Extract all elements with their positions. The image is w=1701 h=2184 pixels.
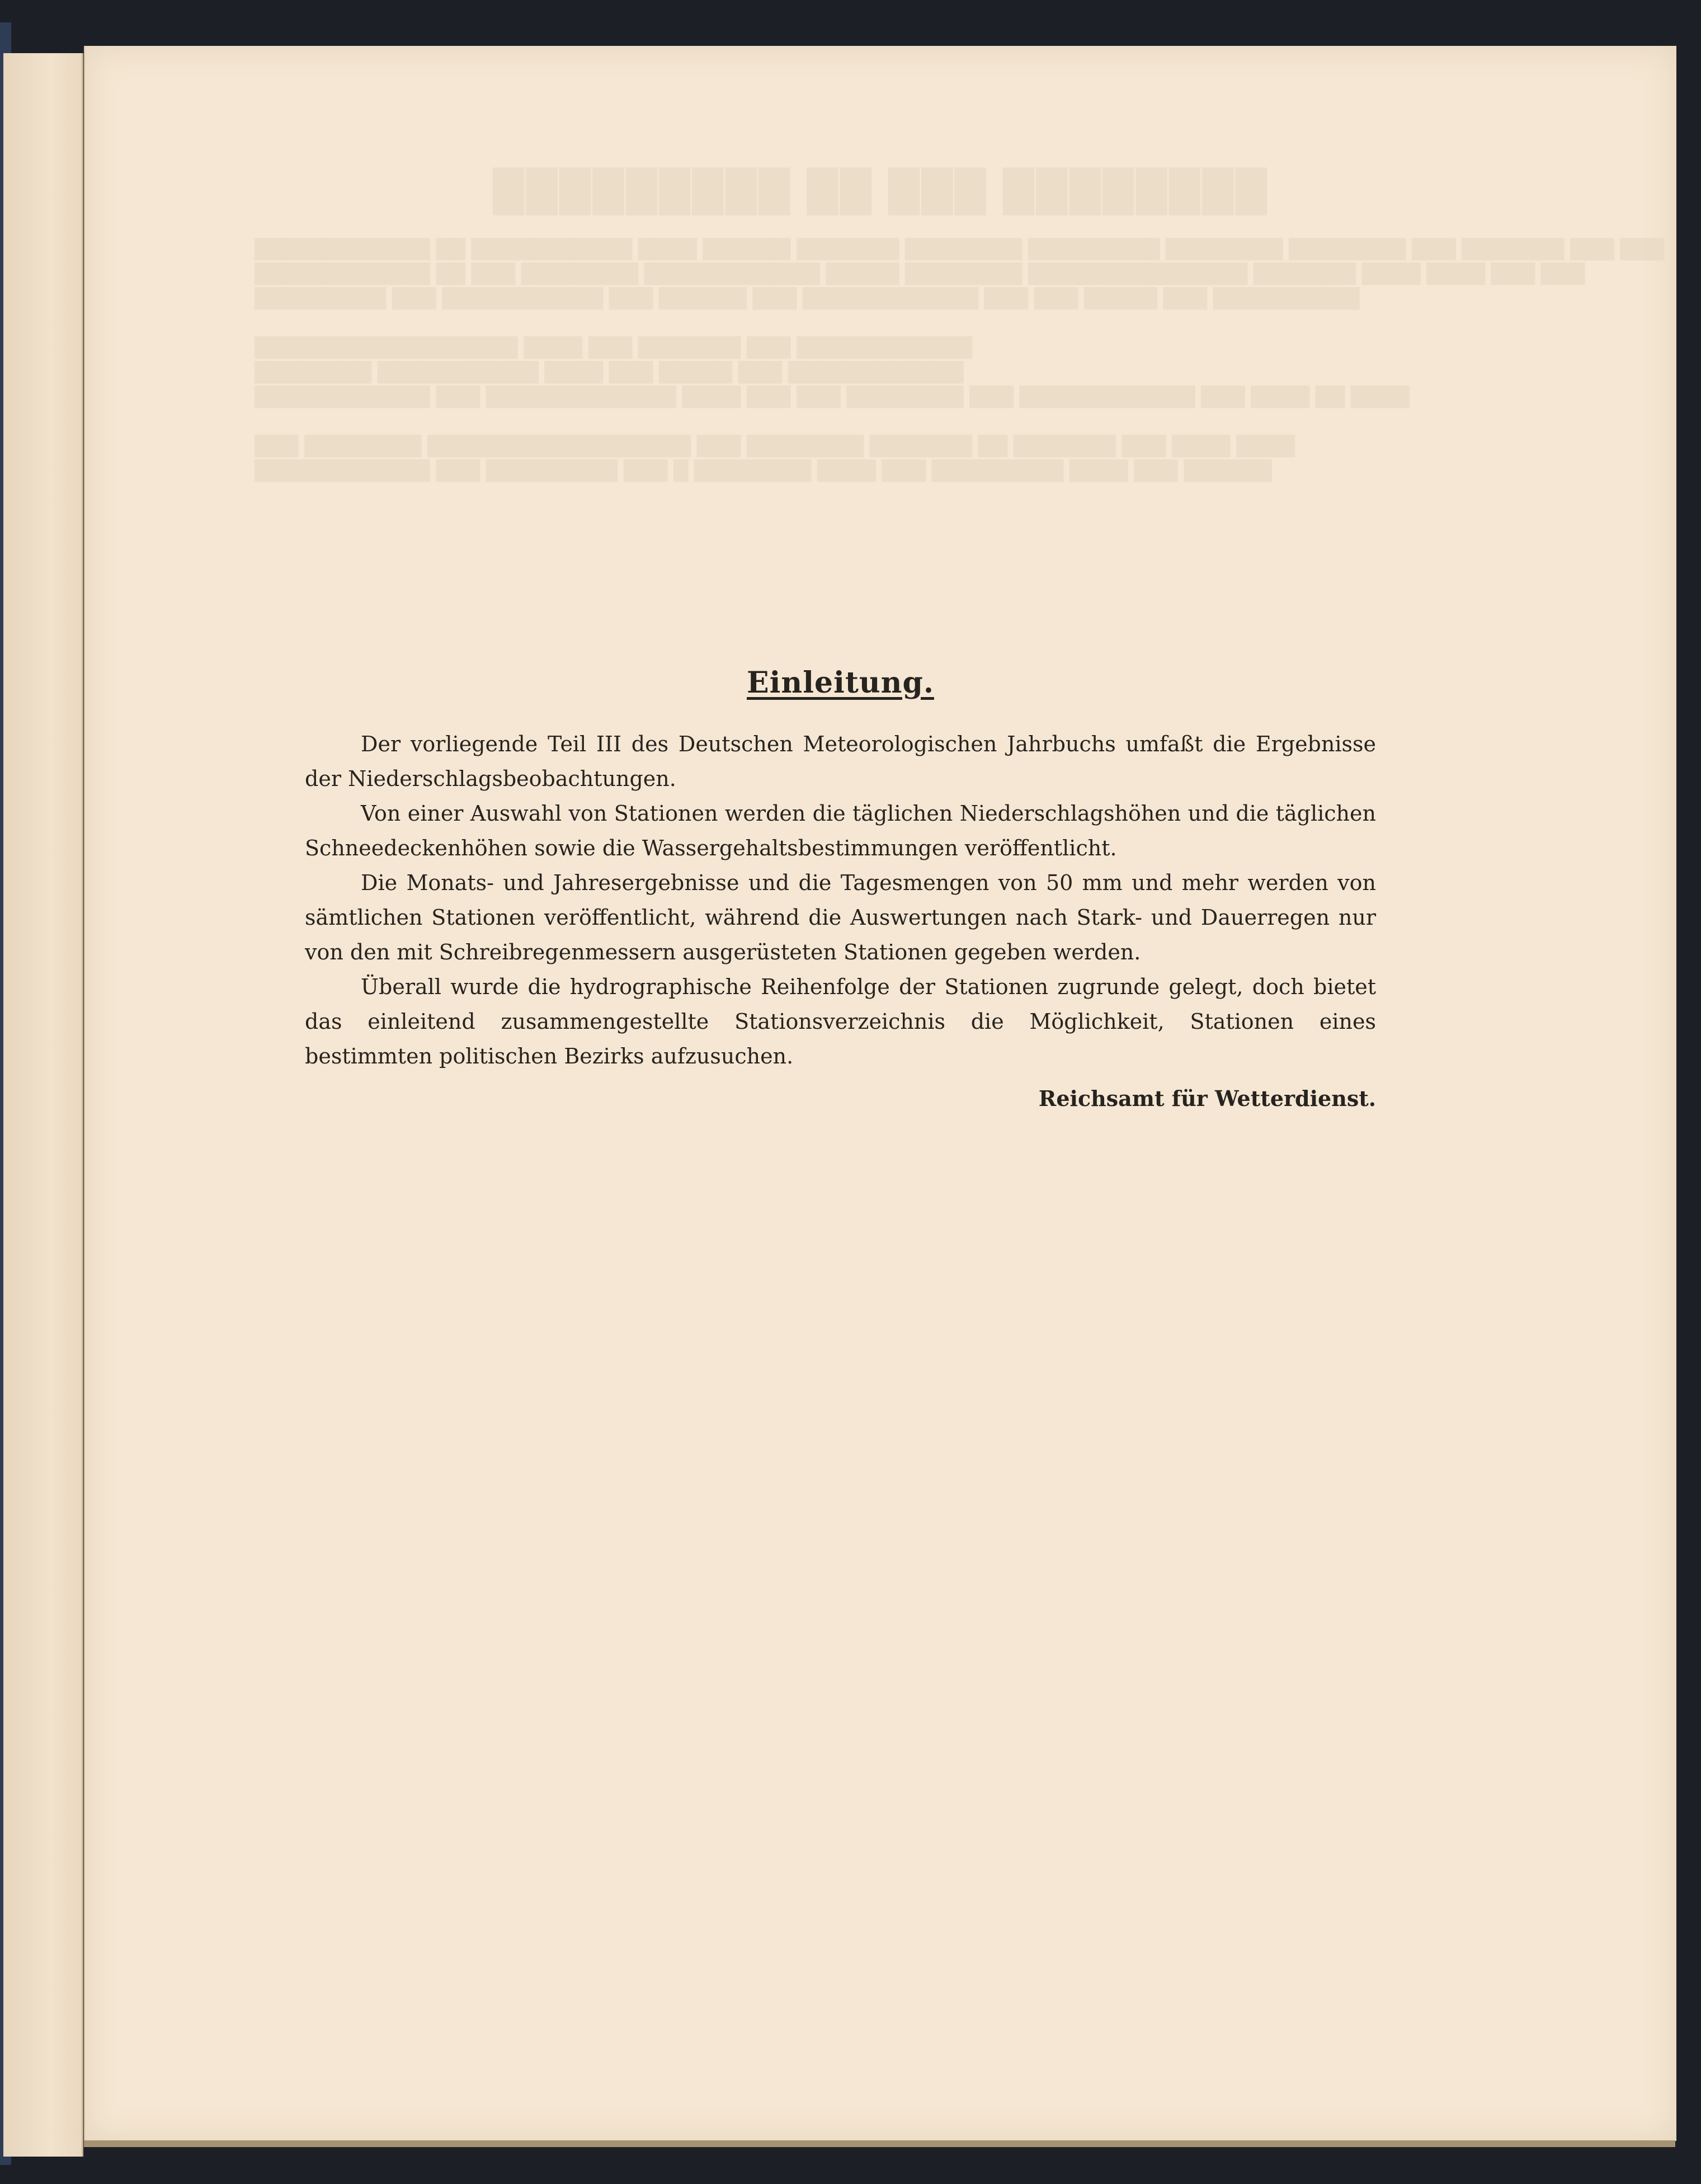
page-bottom-edge: [84, 2140, 1675, 2147]
facing-page-edge: [3, 53, 83, 2157]
bleed-through-text: █████████ ██ ███ ████████ ████████████ ██ ███████████ ████ ██████ ███████ ████████ █████████ ████████ ████████ ███ ███████ ███ ███ ████████████ ██ ███ ████████ ████████████ █████ ████████ ███████████████ ███████ ████ ████ ███ ███ █████████ ███ ███████████ ███ ██████ ███ ████████████ ███ ███ █████ ███ ██████████ ██████████████████ ████ ███ ███████ ███ ████████████ ████████ ███████████ ████ ███ █████ ███ ████████████ ████████████ ███ █████████████ ████ ███ ███ ████████ ███ ████████████ ███ ████ ██ ████ ███ ████████ ██████████████████ ███ ████████ ███████ ██ ███████ ███ ████ ████ ████████████ ███ █████████ ███ █ ████████ ████ ███ █████████ ████ ███ ██████: [255, 168, 1664, 482]
document-heading: Einleitung.: [747, 666, 934, 700]
paragraph: Überall wurde die hydrographische Reihenfolge der Stationen zugrunde gelegt, doch bietet das einleitend zusammengestellte Stationsverzeichnis die Möglichkeit, Stationen eines bestimmten politischen Bezirks aufzusuchen.: [305, 975, 1376, 1069]
signature: Reichsamt für Wetterdienst.: [1038, 1086, 1376, 1111]
document-body: [305, 666, 1376, 1111]
paragraph: Der vorliegende Teil III des Deutschen Meteorologischen Jahrbuchs umfaßt die Ergebnisse der Niederschlagsbeobachtungen.: [305, 732, 1376, 791]
paragraph: Die Monats- und Jahresergebnisse und die Tagesmengen von 50 mm und mehr werden von sämtlichen Stationen veröffentlicht, während die Auswertungen nach Stark- und Dauerregen nur von den mit Schreibregenmessern ausgerüsteten Stationen gegeben werden.: [305, 870, 1376, 964]
paragraph: Von einer Auswahl von Stationen werden die täglichen Niederschlagshöhen und die täglichen Schneedeckenhöhen sowie die Wassergehaltsbestimmungen veröffentlicht.: [305, 801, 1376, 860]
